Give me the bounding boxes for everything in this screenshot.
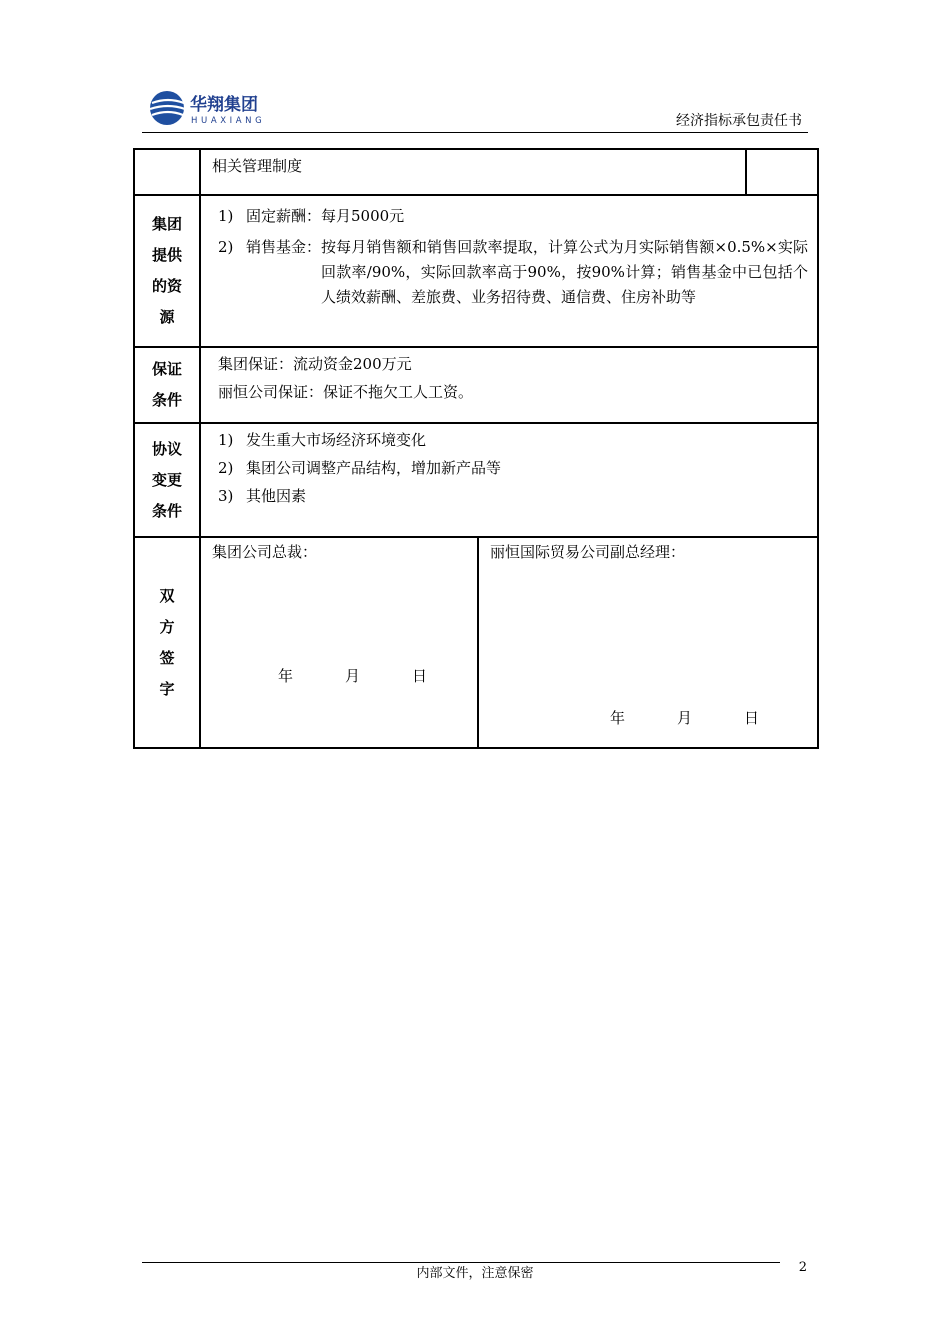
guarantee-liheng: 丽恒公司保证：保证不拖欠工人工资。 — [218, 383, 474, 401]
document-title: 经济指标承包责任书 — [676, 113, 802, 129]
row-guarantee — [134, 347, 818, 423]
row-change-conditions — [134, 423, 818, 537]
guarantee-group: 集团保证：流动资金200万元 — [218, 355, 412, 373]
page-header — [142, 84, 808, 133]
management-rules-text: 相关管理制度 — [212, 157, 303, 175]
list-item: 2) 销售基金： 按每月销售额和销售回款率提取，计算公式为月实际销售额×0.5%×实际回款率/90%，实际回款率高于90%，按90%计算；销售基金中已包括个人绩效薪酬、差旅费、业务招待费、通信费、住房补助等 — [218, 238, 809, 306]
contract-table — [133, 148, 819, 749]
empty-label-cell — [134, 149, 200, 195]
list-item: 1) 固定薪酬：每月5000元 — [218, 207, 405, 225]
resources-content — [200, 195, 818, 347]
signatures-label: 双 方 签 字 — [134, 537, 200, 748]
change-conditions-content — [200, 423, 818, 537]
list-item: 3) 其他因素 — [218, 487, 307, 505]
signature-date: 年 月 日 — [610, 709, 760, 727]
row-management-rules — [134, 149, 818, 195]
row-signatures — [134, 537, 818, 748]
group-president-label: 集团公司总裁： — [212, 543, 318, 561]
logo-text-en: HUAXIANG — [191, 116, 266, 126]
empty-right-cell — [746, 149, 818, 195]
footer-confidential: 内部文件，注意保密 — [416, 1266, 534, 1281]
signature-group — [200, 537, 478, 748]
signature-date: 年 月 日 — [278, 667, 428, 685]
list-item: 2) 集团公司调整产品结构，增加新产品等 — [218, 459, 502, 477]
huaxiang-logo — [146, 88, 286, 128]
list-item: 1) 发生重大市场经济环境变化 — [218, 431, 427, 449]
row-resources — [134, 195, 818, 347]
resources-label: 集团 提供 的资 源 — [134, 195, 200, 347]
signature-liheng — [478, 537, 818, 748]
guarantee-label: 保证 条件 — [134, 347, 200, 423]
change-conditions-label: 协议 变更 条件 — [134, 423, 200, 537]
management-rules-cell — [200, 149, 746, 195]
logo-text-cn: 华翔集团 — [190, 95, 258, 115]
guarantee-content — [200, 347, 818, 423]
page-number: 2 — [798, 1260, 807, 1275]
liheng-vp-label: 丽恒国际贸易公司副总经理： — [490, 543, 686, 561]
